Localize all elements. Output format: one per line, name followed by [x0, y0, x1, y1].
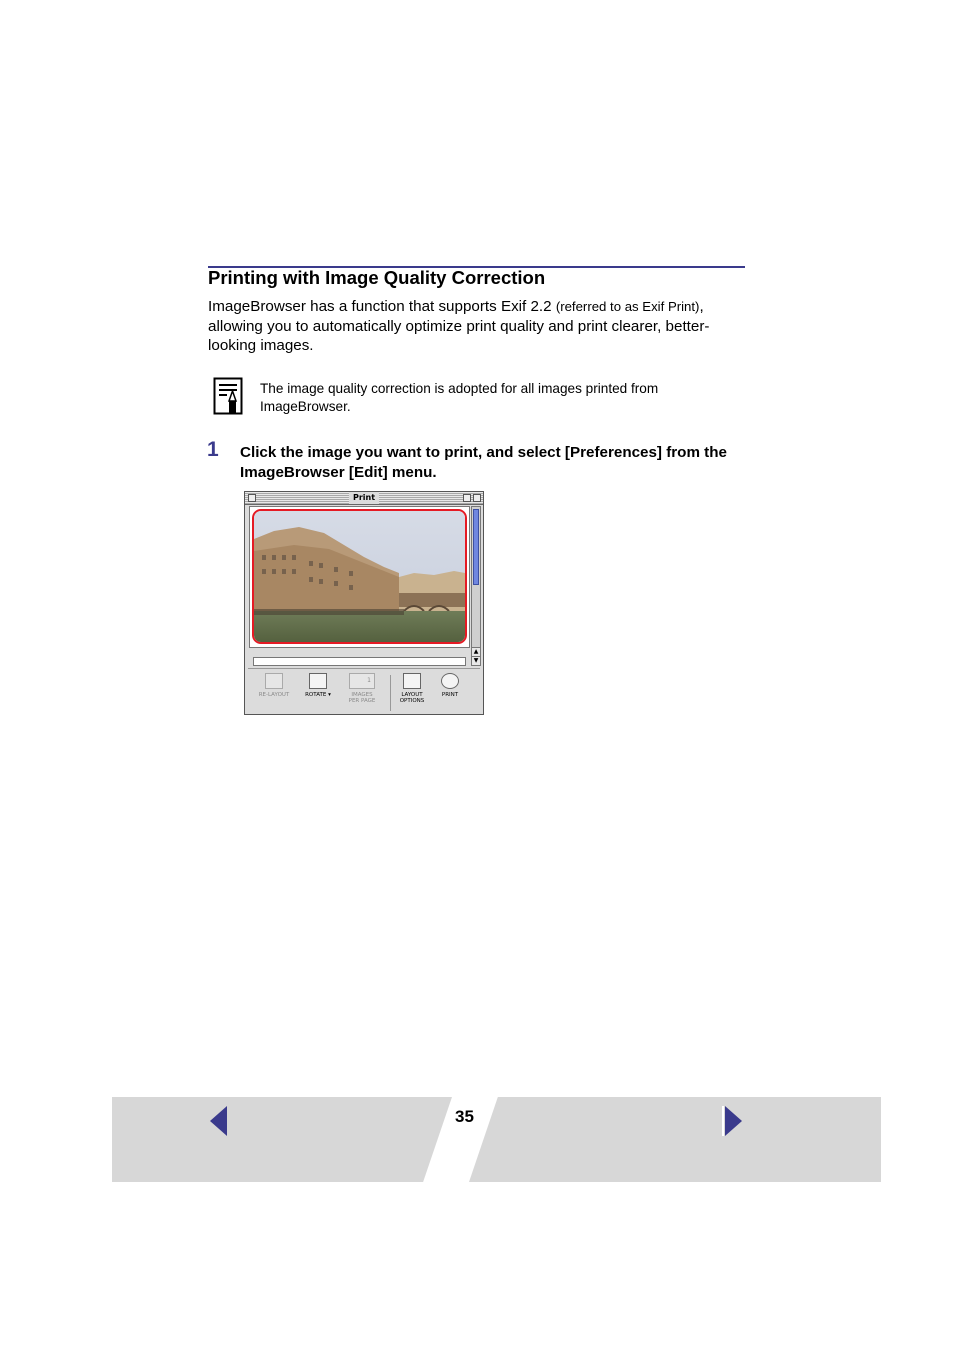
note-text: The image quality correction is adopted for all images printed from ImageBrowser. — [260, 381, 659, 414]
intro-text-2: (referred to as Exif Print) — [555, 299, 700, 314]
relayout-label: RE-LAYOUT — [258, 692, 290, 698]
scroll-down-arrow-icon[interactable]: ▼ — [473, 657, 479, 664]
images-per-page-label-1: IMAGES — [351, 692, 373, 698]
vertical-scrollbar[interactable] — [471, 506, 481, 666]
images-per-page-label-2: PER PAGE — [348, 698, 376, 704]
rotate-button[interactable]: ROTATE ▾ — [296, 673, 340, 698]
rotate-label: ROTATE — [305, 692, 327, 698]
images-per-page-value[interactable]: 1 — [349, 673, 375, 689]
scrollbar-thumb[interactable] — [473, 509, 479, 585]
layout-options-label-1: LAYOUT — [401, 692, 423, 698]
zoom-box-icon — [463, 494, 471, 502]
left-triangle-icon[interactable] — [210, 1106, 228, 1136]
nav-previous-panel[interactable] — [112, 1097, 452, 1182]
relayout-button[interactable] — [252, 673, 296, 698]
window-titlebar — [245, 492, 483, 505]
right-triangle-icon[interactable] — [722, 1106, 746, 1136]
selected-image-frame — [252, 509, 467, 644]
print-label: PRINT — [441, 692, 459, 698]
status-field — [253, 657, 466, 666]
page-number: 35 — [455, 1107, 474, 1126]
scroll-up-arrow-icon[interactable]: ▲ — [473, 648, 479, 655]
intro-text-1: ImageBrowser has a function that supports Exif 2.2 — [208, 298, 556, 315]
print-toolbar — [248, 668, 480, 713]
close-box-icon — [248, 494, 256, 502]
step-number: 1 — [207, 438, 219, 461]
relayout-icon — [265, 673, 283, 689]
memo-pencil-icon — [213, 377, 243, 415]
collapse-box-icon — [473, 494, 481, 502]
rotate-icon — [309, 673, 327, 689]
section-title: Printing with Image Quality Correction — [208, 267, 546, 288]
step-instruction: Click the image you want to print, and select [Preferences] from the ImageBrowser [Edit] menu. — [240, 444, 727, 481]
nav-next-panel[interactable] — [469, 1097, 881, 1182]
images-per-page-stepper[interactable] — [340, 673, 384, 704]
print-disc-icon — [441, 673, 459, 689]
window-title: Print — [349, 492, 379, 504]
intro-paragraph — [208, 297, 748, 356]
print-button[interactable] — [428, 673, 472, 698]
print-preview-area — [249, 506, 470, 648]
layout-grid-icon — [403, 673, 421, 689]
layout-options-label-2: OPTIONS — [399, 698, 425, 704]
print-window-screenshot — [244, 491, 484, 715]
florence-bridge-photo — [254, 511, 465, 642]
intro-text-3: , allowing you to automatically optimize print quality and print clearer, better-looking images. — [208, 298, 710, 355]
